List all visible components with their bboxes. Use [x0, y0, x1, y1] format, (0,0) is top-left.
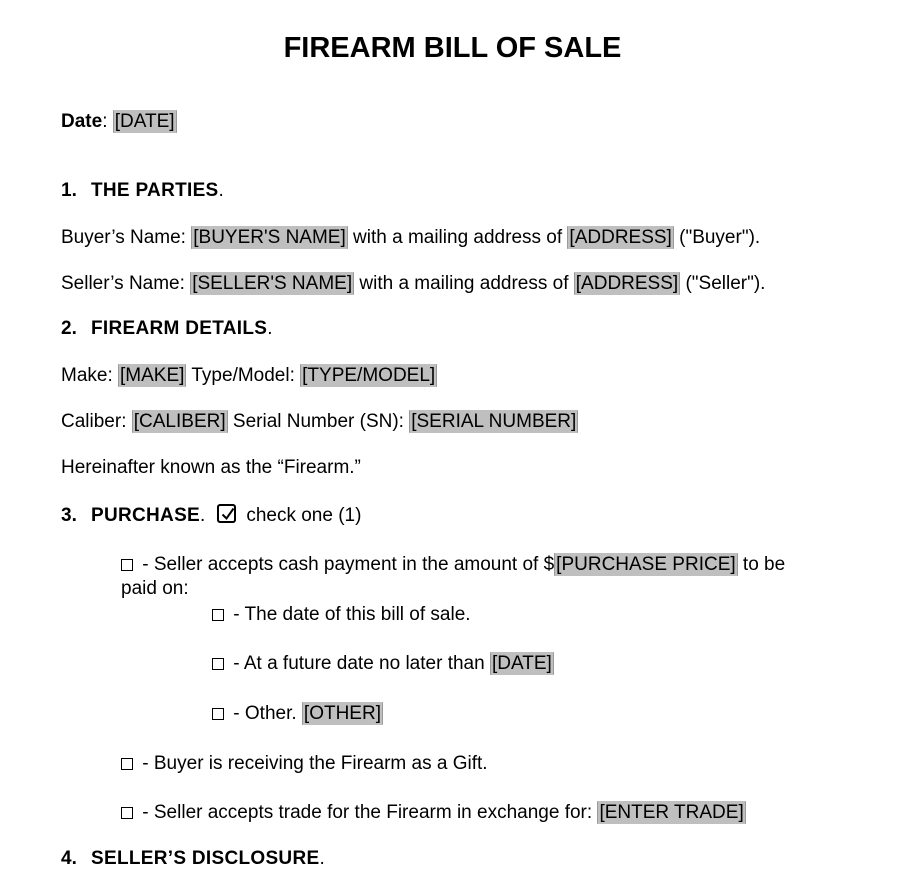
payment-date-text: - The date of this bill of sale.: [228, 604, 471, 625]
seller-name-field[interactable]: [SELLER'S NAME]: [192, 273, 353, 294]
other-checkbox[interactable]: [212, 708, 224, 720]
buyer-label: Buyer’s Name:: [61, 227, 192, 248]
date-field[interactable]: [DATE]: [114, 111, 175, 132]
caliber-line: [61, 410, 578, 434]
cash-option-line: [121, 553, 785, 577]
section-period: .: [267, 318, 273, 339]
make-label: Make:: [61, 365, 119, 386]
payment-date-option: [212, 603, 471, 627]
make-field[interactable]: [MAKE]: [120, 365, 185, 386]
make-line: [61, 364, 437, 388]
serial-field[interactable]: [SERIAL NUMBER]: [411, 411, 577, 432]
cash-continuation: paid on:: [121, 578, 189, 599]
other-option: [212, 702, 383, 726]
future-date-field[interactable]: [DATE]: [491, 653, 552, 674]
seller-address-field[interactable]: [ADDRESS]: [575, 273, 679, 294]
gift-option-line: [121, 752, 488, 776]
trade-option-checkbox[interactable]: [121, 807, 133, 819]
hereinafter-text: Hereinafter known as the “Firearm.”: [61, 457, 361, 478]
seller-end-text: ("Seller").: [680, 273, 766, 294]
section-title: PURCHASE: [91, 505, 201, 526]
section-title: THE PARTIES: [91, 180, 219, 201]
section-period: .: [200, 505, 206, 526]
seller-mid-text: with a mailing address of: [354, 273, 574, 294]
section-period: .: [218, 180, 224, 201]
buyer-line: [61, 226, 760, 250]
trade-option-line: [121, 801, 746, 825]
section-heading-purchase: [61, 504, 361, 528]
buyer-name-field[interactable]: [BUYER'S NAME]: [193, 227, 346, 248]
buyer-end-text: ("Buyer").: [673, 227, 761, 248]
trade-field[interactable]: [ENTER TRADE]: [599, 802, 744, 823]
check-hint: check one (1): [246, 505, 362, 526]
purchase-price-field[interactable]: [PURCHASE PRICE]: [556, 554, 736, 575]
model-label: Type/Model:: [186, 365, 301, 386]
section-number: 1.: [61, 180, 77, 201]
date-label: Date: [61, 111, 103, 132]
section-number: 4.: [61, 848, 77, 869]
gift-text: - Buyer is receiving the Firearm as a Gift.: [137, 753, 488, 774]
model-field[interactable]: [TYPE/MODEL]: [302, 365, 436, 386]
section-title: FIREARM DETAILS: [91, 318, 268, 339]
section-number: 3.: [61, 505, 77, 526]
future-date-checkbox[interactable]: [212, 658, 224, 670]
section-heading-disclosure: [61, 847, 325, 871]
date-colon: :: [102, 111, 113, 132]
buyer-mid-text: with a mailing address of: [347, 227, 568, 248]
section-period: .: [319, 848, 325, 869]
section-heading-parties: [61, 179, 224, 203]
cash-text: - Seller accepts cash payment in the amount of $: [137, 554, 555, 575]
future-date-text: - At a future date no later than: [228, 653, 490, 674]
cash-option-checkbox[interactable]: [121, 559, 133, 571]
future-date-option: [212, 652, 554, 676]
checked-box-icon: [217, 504, 236, 523]
buyer-address-field[interactable]: [ADDRESS]: [569, 227, 672, 248]
caliber-field[interactable]: [CALIBER]: [133, 411, 226, 432]
section-number: 2.: [61, 318, 77, 339]
other-field[interactable]: [OTHER]: [303, 703, 381, 724]
trade-text: - Seller accepts trade for the Firearm in exchange for:: [137, 802, 598, 823]
gift-option-checkbox[interactable]: [121, 758, 133, 770]
seller-label: Seller’s Name:: [61, 273, 191, 294]
section-heading-firearm: [61, 317, 272, 341]
payment-date-checkbox[interactable]: [212, 609, 224, 621]
seller-line: [61, 272, 765, 296]
section-title: SELLER’S DISCLOSURE: [91, 848, 320, 869]
other-text: - Other.: [228, 703, 302, 724]
caliber-label: Caliber:: [61, 411, 132, 432]
date-line: [61, 110, 177, 134]
cash-text-end: to be: [737, 554, 786, 575]
serial-label: Serial Number (SN):: [227, 411, 410, 432]
document-title: FIREARM BILL OF SALE: [283, 32, 622, 64]
